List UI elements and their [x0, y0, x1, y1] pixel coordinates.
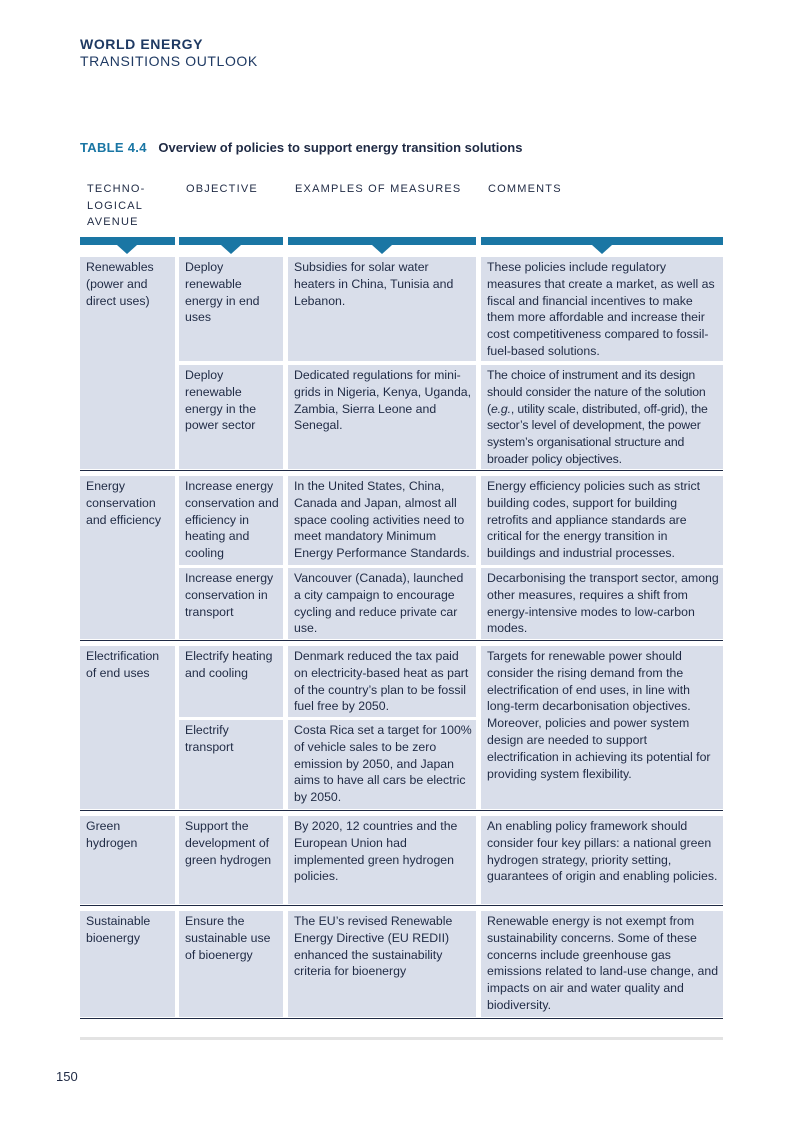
cell-avenue-hydrogen: Green hydrogen	[80, 816, 175, 904]
comment-text: , utility scale, distributed, off-grid), the sector’s level of development, the power system’s organisational structure and broader policy objectives.	[487, 401, 708, 466]
cell-example-hydrogen: By 2020, 12 countries and the European Union had implemented green hydrogen policies.	[288, 816, 476, 904]
cell-example-electrify-transport: Costa Rica set a target for 100% of vehicle sales to be zero emission by 2050, and Japan aims to have all cars be electric by 2050.	[288, 720, 476, 809]
section-divider	[80, 1018, 723, 1019]
header-bar-objective	[179, 237, 283, 245]
section-divider	[80, 640, 723, 641]
cell-avenue-bioenergy: Sustainable bioenergy	[80, 911, 175, 1017]
header-pointer-examples	[372, 245, 392, 254]
cell-objective-bioenergy: Ensure the sustainable use of bioenergy	[179, 911, 283, 1017]
page-number: 150	[56, 1069, 78, 1084]
cell-comment-electrification: Targets for renewable power should consider the rising demand from the electrification of end uses, in line with long-term decarbonisation objectives. Moreover, policies and power system design are needed to support electrification in achieving its potential for providing system flexibility.	[481, 646, 723, 809]
header-bar-comments	[481, 237, 723, 245]
cell-avenue-efficiency: Energy conservation and efficiency	[80, 476, 175, 639]
comment-text: The choice of instrument and its design should consider the nature of the solution (	[487, 368, 706, 416]
cell-example-electrify-heating: Denmark reduced the tax paid on electricity-based heat as part of the country’s plan to be fossil fuel free by 2050.	[288, 646, 476, 717]
header-objective: OBJECTIVE	[186, 183, 258, 195]
header-pointer-objective	[221, 245, 241, 254]
section-divider	[80, 905, 723, 906]
section-divider	[80, 810, 723, 811]
cell-comment-renewables-power	[481, 365, 723, 469]
header-bar-examples	[288, 237, 476, 245]
table-label: TABLE 4.4	[80, 140, 147, 155]
cell-objective-efficiency-heating: Increase energy conservation and efficiency in heating and cooling	[179, 476, 283, 565]
cell-comment-efficiency-heating: Energy efficiency policies such as strict building codes, support for building retrofits and appliance standards are critical for the energy transition in buildings and industrial processes.	[481, 476, 723, 565]
cell-avenue-electrification: Electrification of end uses	[80, 646, 175, 809]
table-title: Overview of policies to support energy transition solutions	[158, 140, 523, 155]
cell-example-renewables-end-uses: Subsidies for solar water heaters in China, Tunisia and Lebanon.	[288, 257, 476, 361]
footer-divider	[80, 1037, 723, 1040]
cell-objective-renewables-end-uses: Deploy renewable energy in end uses	[179, 257, 283, 361]
table-caption	[80, 140, 522, 156]
cell-example-efficiency-heating: In the United States, China, Canada and Japan, almost all space cooling activities need to meet mandatory Minimum Energy Performance Standards.	[288, 476, 476, 565]
cell-comment-efficiency-transport: Decarbonising the transport sector, among other measures, requires a shift from energy-intensive modes to low-carbon modes.	[481, 568, 723, 639]
report-brand	[80, 36, 258, 70]
header-examples: EXAMPLES OF MEASURES	[295, 183, 462, 195]
cell-example-efficiency-transport: Vancouver (Canada), launched a city campaign to encourage cycling and reduce private car use.	[288, 568, 476, 639]
section-divider	[80, 470, 723, 471]
comment-emphasis: e.g.	[490, 401, 511, 416]
cell-objective-efficiency-transport: Increase energy conservation in transport	[179, 568, 283, 639]
cell-comment-hydrogen: An enabling policy framework should consider four key pillars: a national green hydrogen strategy, priority setting, guarantees of origin and enabling policies.	[481, 816, 723, 904]
cell-objective-electrify-transport: Electrify transport	[179, 720, 283, 809]
header-bar-avenue	[80, 237, 175, 245]
header-comments: COMMENTS	[488, 183, 562, 195]
cell-comment-renewables-end-uses: These policies include regulatory measures that create a market, as well as fiscal and financial incentives to make them more affordable and increase their cost competitiveness compared to fossil-fuel-based solutions.	[481, 257, 723, 361]
header-avenue: TECHNO- LOGICAL AVENUE	[87, 183, 146, 228]
cell-avenue-renewables: Renewables (power and direct uses)	[80, 257, 175, 469]
brand-subtitle: TRANSITIONS OUTLOOK	[80, 53, 258, 69]
cell-objective-renewables-power: Deploy renewable energy in the power sector	[179, 365, 283, 469]
cell-objective-electrify-heating: Electrify heating and cooling	[179, 646, 283, 717]
cell-example-bioenergy: The EU’s revised Renewable Energy Directive (EU REDII) enhanced the sustainability criteria for bioenergy	[288, 911, 476, 1017]
brand-title: WORLD ENERGY	[80, 36, 204, 52]
header-pointer-comments	[592, 245, 612, 254]
cell-objective-hydrogen: Support the development of green hydrogen	[179, 816, 283, 904]
cell-example-renewables-power: Dedicated regulations for mini-grids in Nigeria, Kenya, Uganda, Zambia, Sierra Leone and Senegal.	[288, 365, 476, 469]
cell-comment-bioenergy: Renewable energy is not exempt from sustainability concerns. Some of these concerns include greenhouse gas emissions related to land-use change, and impacts on air and water quality and biodiversity.	[481, 911, 723, 1017]
header-pointer-avenue	[117, 245, 137, 254]
